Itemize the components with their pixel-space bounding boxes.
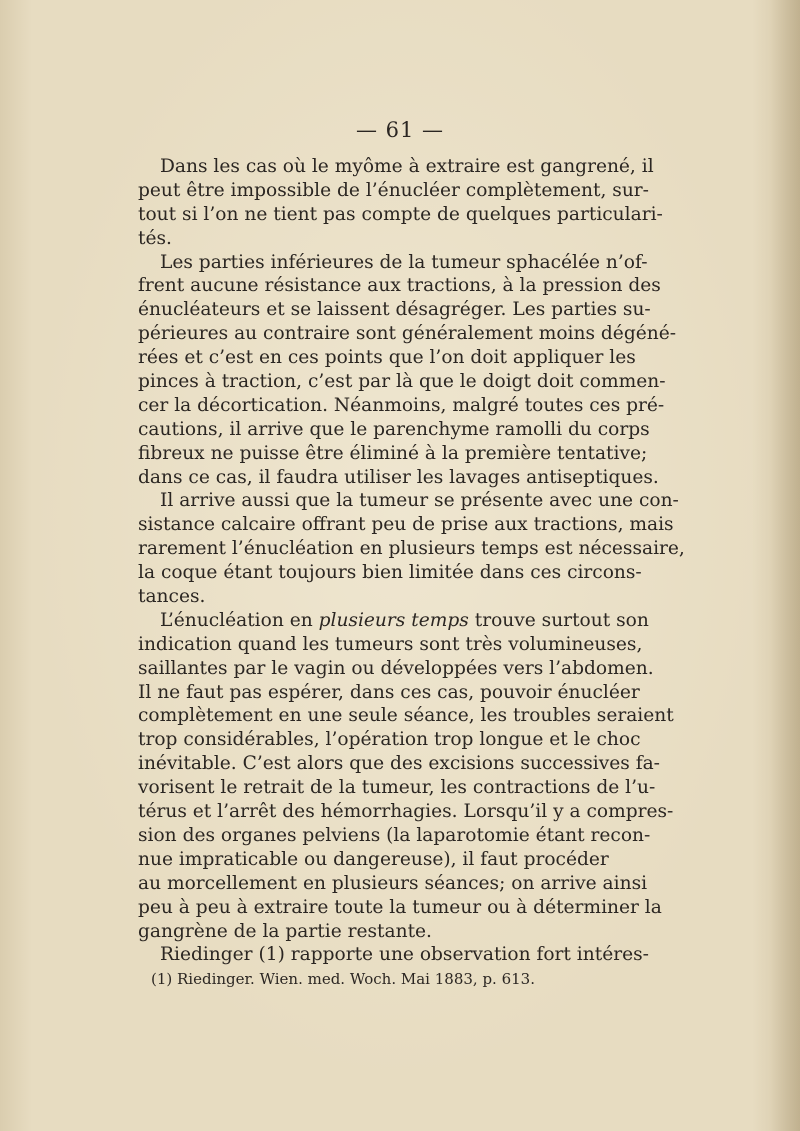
text-segment: trouve surtout son xyxy=(474,609,649,631)
text-line: complètement en une seule séance, les troubles seraient xyxy=(138,705,674,727)
text-line: la coque étant toujours bien limitée dans ces circons- xyxy=(138,562,642,584)
text-line: trop considérables, l’opération trop longue et le choc xyxy=(138,729,641,751)
text-segment: L’énucléation en xyxy=(160,609,313,631)
text-line: sistance calcaire offrant peu de prise aux tractions, mais xyxy=(138,514,674,536)
text-line: saillantes par le vagin ou développées vers l’abdomen. xyxy=(138,657,654,679)
text-line: au morcellement en plusieurs séances; on arrive ainsi xyxy=(138,872,648,894)
text-line: sion des organes pelviens (la laparotomie étant recon- xyxy=(138,824,651,846)
text-line: vorisent le retrait de la tumeur, les contractions de l’u- xyxy=(138,777,656,799)
body-text xyxy=(138,155,685,967)
page-number: — 61 — xyxy=(355,118,445,142)
text-line: cautions, il arrive que le parenchyme ramolli du corps xyxy=(138,418,650,440)
text-line: inévitable. C’est alors que des excisions successives fa- xyxy=(138,753,660,775)
text-line: Dans les cas où le myôme à extraire est gangrené, il xyxy=(160,156,654,177)
text-line: fibreux ne puisse être éliminé à la première tentative; xyxy=(138,442,648,464)
text-line: Riedinger (1) rapporte une observation fort intéres- xyxy=(160,944,649,966)
page-edge-shadow xyxy=(770,0,800,1131)
text-line: tances. xyxy=(138,586,206,608)
text-line: Il ne faut pas espérer, dans ces cas, pouvoir énucléer xyxy=(138,681,640,703)
text-line: tés. xyxy=(138,227,172,249)
text-line: peu à peu à extraire toute la tumeur ou à déterminer la xyxy=(138,896,662,918)
text-line: Les parties inférieures de la tumeur sphacélée n’of- xyxy=(160,251,648,273)
text-line: peut être impossible de l’énucléer complètement, sur- xyxy=(138,179,649,201)
footnote: (1) Riedinger. Wien. med. Woch. Mai 1883, p. 613. xyxy=(151,970,535,988)
italic-phrase: plusieurs temps xyxy=(318,609,469,631)
text-line: gangrène de la partie restante. xyxy=(138,920,432,942)
text-line: nue impraticable ou dangereuse), il faut procéder xyxy=(138,848,609,870)
text-line: tout si l’on ne tient pas compte de quelques particulari- xyxy=(138,203,663,225)
text-line: périeures au contraire sont généralement moins dégéné- xyxy=(138,323,676,345)
text-line: térus et l’arrêt des hémorrhagies. Lorsqu’il y a compres- xyxy=(138,801,674,823)
text-line: dans ce cas, il faudra utiliser les lavages antiseptiques. xyxy=(138,466,659,488)
text-line: indication quand les tumeurs sont très volumineuses, xyxy=(138,633,643,655)
text-line: Il arrive aussi que la tumeur se présente avec une con- xyxy=(160,490,679,512)
text-line xyxy=(138,609,649,633)
text-line: énucléateurs et se laissent désagréger. Les parties su- xyxy=(138,299,651,321)
text-line: frent aucune résistance aux tractions, à la pression des xyxy=(138,275,661,297)
text-line: rées et c’est en ces points que l’on doit appliquer les xyxy=(138,347,636,369)
text-line: rarement l’énucléation en plusieurs temps est nécessaire, xyxy=(138,538,685,560)
text-line: cer la décortication. Néanmoins, malgré toutes ces pré- xyxy=(138,394,665,416)
text-line: pinces à traction, c’est par là que le doigt doit commen- xyxy=(138,371,666,393)
